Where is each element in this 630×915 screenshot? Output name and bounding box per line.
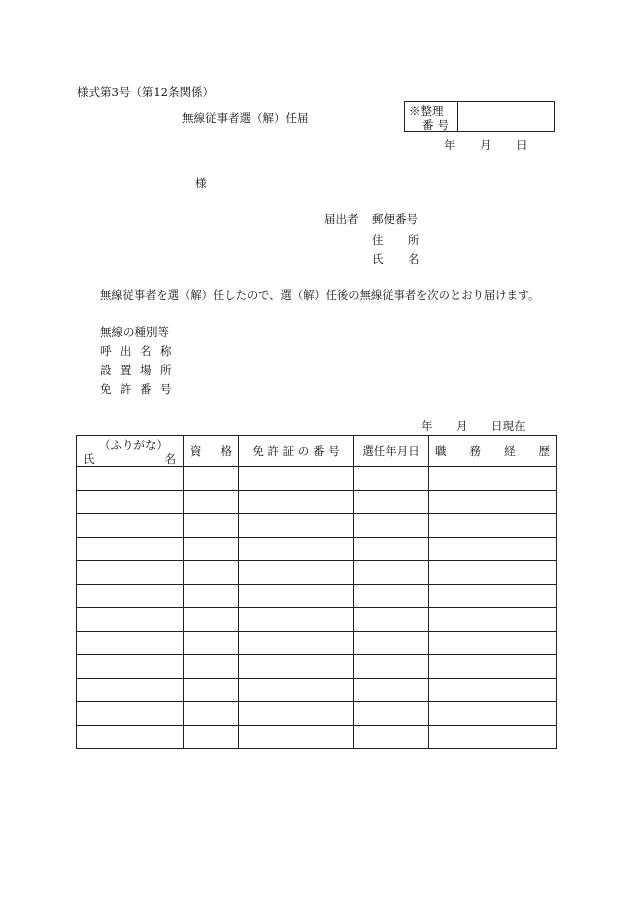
cell-qualification[interactable] bbox=[184, 514, 239, 538]
cell-name[interactable] bbox=[77, 490, 184, 514]
cell-career[interactable] bbox=[429, 514, 557, 538]
name-label-b: 名 bbox=[408, 252, 420, 266]
location-label-3: 場 bbox=[140, 363, 152, 377]
date-current-month: 月 bbox=[456, 419, 468, 433]
cell-appointment-date[interactable] bbox=[354, 702, 429, 726]
col-header-qualification-b: 格 bbox=[220, 444, 232, 458]
cell-license-number[interactable] bbox=[239, 514, 354, 538]
cell-qualification[interactable] bbox=[184, 655, 239, 679]
cell-qualification[interactable] bbox=[184, 702, 239, 726]
col-header-name-b: 名 bbox=[164, 452, 176, 466]
applicant-label: 届出者 bbox=[324, 212, 359, 226]
col-header-career-2: 務 bbox=[469, 444, 481, 458]
cell-license-number[interactable] bbox=[239, 608, 354, 632]
cell-name[interactable] bbox=[77, 537, 184, 561]
date-current-year: 年 bbox=[421, 419, 433, 433]
form-id: 様式第3号（第12条関係） bbox=[77, 85, 214, 99]
cell-license-number[interactable] bbox=[239, 584, 354, 608]
cell-qualification[interactable] bbox=[184, 678, 239, 702]
reference-label-1: ※整理 bbox=[409, 104, 444, 118]
table-row bbox=[77, 608, 557, 632]
cell-qualification[interactable] bbox=[184, 467, 239, 491]
col-header-career-3: 経 bbox=[504, 444, 516, 458]
col-header-appointment-date: 選任年月日 bbox=[354, 436, 429, 467]
name-label-a: 氏 bbox=[372, 252, 384, 266]
cell-name[interactable] bbox=[77, 678, 184, 702]
cell-license-number[interactable] bbox=[239, 561, 354, 585]
date-top-day: 日 bbox=[516, 138, 528, 152]
cell-license-number[interactable] bbox=[239, 631, 354, 655]
location-label-2: 置 bbox=[120, 363, 132, 377]
cell-career[interactable] bbox=[429, 584, 557, 608]
table-row bbox=[77, 702, 557, 726]
cell-license-number[interactable] bbox=[239, 490, 354, 514]
reference-number-box bbox=[404, 101, 555, 132]
reference-label-2: 番号 bbox=[422, 118, 453, 132]
addressee-suffix: 様 bbox=[195, 176, 207, 190]
cell-license-number[interactable] bbox=[239, 537, 354, 561]
date-top-month: 月 bbox=[480, 138, 492, 152]
cell-license-number[interactable] bbox=[239, 702, 354, 726]
location-label-1: 設 bbox=[100, 363, 112, 377]
col-header-qualification bbox=[184, 436, 239, 467]
cell-appointment-date[interactable] bbox=[354, 725, 429, 749]
col-header-career-1: 職 bbox=[435, 444, 447, 458]
postal-code-label: 郵便番号 bbox=[372, 212, 418, 226]
cell-appointment-date[interactable] bbox=[354, 678, 429, 702]
table-row bbox=[77, 467, 557, 491]
license-number-label-1: 免 bbox=[100, 382, 112, 396]
cell-appointment-date[interactable] bbox=[354, 537, 429, 561]
radio-type-label: 無線の種別等 bbox=[100, 325, 169, 339]
table-row bbox=[77, 584, 557, 608]
license-number-label-2: 許 bbox=[120, 382, 132, 396]
cell-qualification[interactable] bbox=[184, 537, 239, 561]
cell-name[interactable] bbox=[77, 584, 184, 608]
table-row bbox=[77, 725, 557, 749]
col-header-qualification-a: 資 bbox=[190, 444, 202, 458]
cell-license-number[interactable] bbox=[239, 678, 354, 702]
cell-appointment-date[interactable] bbox=[354, 608, 429, 632]
cell-career[interactable] bbox=[429, 725, 557, 749]
cell-appointment-date[interactable] bbox=[354, 655, 429, 679]
cell-appointment-date[interactable] bbox=[354, 490, 429, 514]
license-number-label-4: 号 bbox=[160, 382, 172, 396]
table-header-row bbox=[77, 436, 557, 467]
call-sign-label-4: 称 bbox=[160, 344, 172, 358]
cell-license-number[interactable] bbox=[239, 725, 354, 749]
cell-appointment-date[interactable] bbox=[354, 584, 429, 608]
license-number-label-3: 番 bbox=[140, 382, 152, 396]
table-body bbox=[77, 467, 557, 749]
location-label-4: 所 bbox=[160, 363, 172, 377]
cell-name[interactable] bbox=[77, 561, 184, 585]
col-header-name bbox=[77, 436, 184, 467]
table-row bbox=[77, 514, 557, 538]
reference-number-field[interactable] bbox=[458, 102, 554, 131]
cell-career[interactable] bbox=[429, 608, 557, 632]
cell-name[interactable] bbox=[77, 655, 184, 679]
cell-appointment-date[interactable] bbox=[354, 561, 429, 585]
cell-appointment-date[interactable] bbox=[354, 514, 429, 538]
cell-name[interactable] bbox=[77, 631, 184, 655]
cell-career[interactable] bbox=[429, 702, 557, 726]
statement-text: 無線従事者を選（解）任したので、選（解）任後の無線従事者を次のとおり届けます。 bbox=[100, 289, 540, 302]
col-header-furigana: （ふりがな） bbox=[99, 438, 168, 452]
call-sign-label-3: 名 bbox=[140, 344, 152, 358]
cell-name[interactable] bbox=[77, 725, 184, 749]
cell-name[interactable] bbox=[77, 608, 184, 632]
date-current-day: 日現在 bbox=[491, 419, 526, 433]
table-row bbox=[77, 655, 557, 679]
cell-qualification[interactable] bbox=[184, 725, 239, 749]
address-label-b: 所 bbox=[408, 233, 420, 247]
cell-career[interactable] bbox=[429, 561, 557, 585]
cell-name[interactable] bbox=[77, 514, 184, 538]
table-row bbox=[77, 561, 557, 585]
address-label-a: 住 bbox=[372, 233, 384, 247]
cell-career[interactable] bbox=[429, 678, 557, 702]
call-sign-label-1: 呼 bbox=[100, 344, 112, 358]
cell-license-number[interactable] bbox=[239, 655, 354, 679]
date-top-year: 年 bbox=[444, 138, 456, 152]
table-row bbox=[77, 678, 557, 702]
cell-name[interactable] bbox=[77, 467, 184, 491]
cell-career[interactable] bbox=[429, 467, 557, 491]
cell-career[interactable] bbox=[429, 631, 557, 655]
cell-name[interactable] bbox=[77, 702, 184, 726]
col-header-license-number: 免 許 証 の 番 号 bbox=[239, 436, 354, 467]
cell-qualification[interactable] bbox=[184, 584, 239, 608]
cell-qualification[interactable] bbox=[184, 631, 239, 655]
cell-appointment-date[interactable] bbox=[354, 631, 429, 655]
cell-appointment-date[interactable] bbox=[354, 467, 429, 491]
cell-license-number[interactable] bbox=[239, 467, 354, 491]
table-row bbox=[77, 631, 557, 655]
table-row bbox=[77, 537, 557, 561]
operator-table bbox=[76, 435, 557, 749]
cell-qualification[interactable] bbox=[184, 561, 239, 585]
cell-career[interactable] bbox=[429, 537, 557, 561]
cell-qualification[interactable] bbox=[184, 490, 239, 514]
form-title: 無線従事者選（解）任届 bbox=[182, 111, 309, 125]
col-header-name-a: 氏 bbox=[83, 452, 95, 466]
table-row bbox=[77, 490, 557, 514]
col-header-career bbox=[429, 436, 557, 467]
col-header-career-4: 歴 bbox=[538, 444, 550, 458]
cell-career[interactable] bbox=[429, 490, 557, 514]
cell-qualification[interactable] bbox=[184, 608, 239, 632]
call-sign-label-2: 出 bbox=[120, 344, 132, 358]
cell-career[interactable] bbox=[429, 655, 557, 679]
